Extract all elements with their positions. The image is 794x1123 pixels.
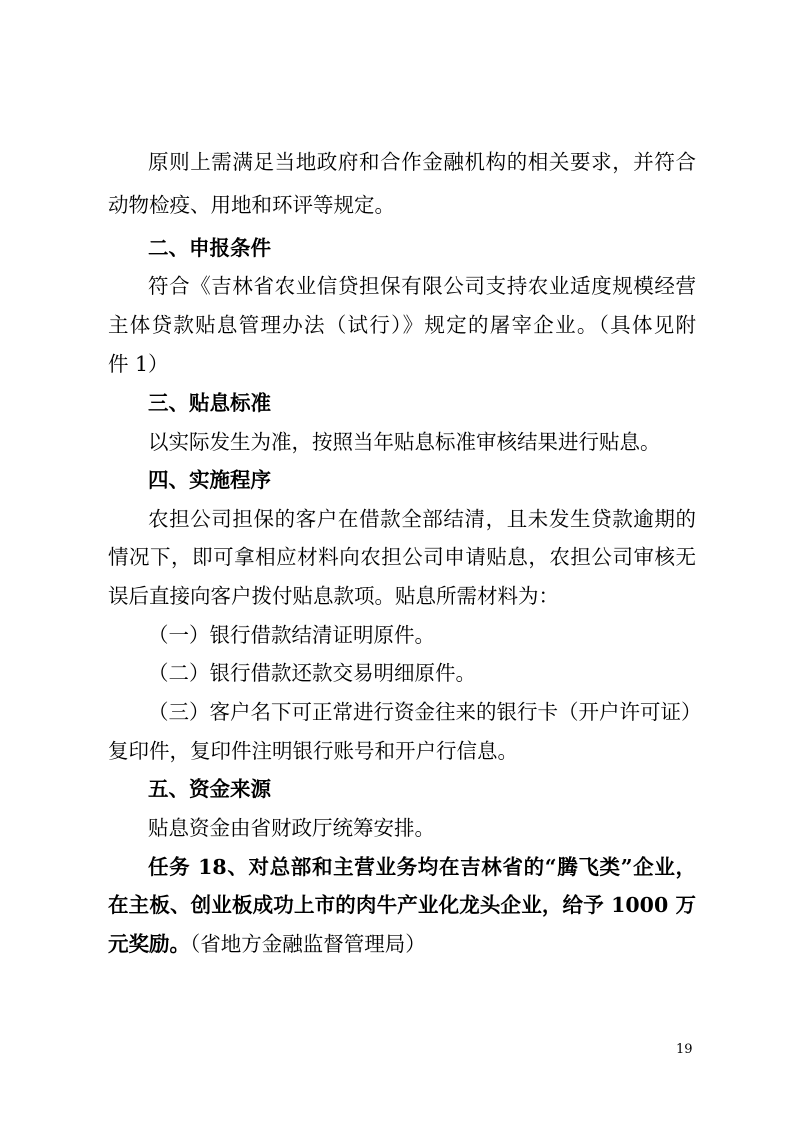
paragraph-line: 件 1） <box>108 352 169 376</box>
paragraph-line: 原则上需满足当地政府和合作金融机构的相关要求，并符合 <box>148 150 696 174</box>
paragraph-line: 农担公司担保的客户在借款全部结清，且未发生贷款逾期的 <box>148 507 696 531</box>
page-number: 19 <box>676 1042 693 1057</box>
paragraph-line: 情况下，即可拿相应材料向农担公司申请贴息，农担公司审核无 <box>108 545 696 569</box>
paragraph-line: 贴息资金由省财政厅统筹安排。 <box>148 816 435 840</box>
task-line-last <box>108 932 696 956</box>
paragraph-line: 主体贷款贴息管理办法（试行）》规定的屠宰企业。（具体见附 <box>108 313 696 337</box>
task-line: 在主板、创业板成功上市的肉牛产业化龙头企业，给予 1000 万 <box>108 893 696 917</box>
list-item: （三）客户名下可正常进行资金往来的银行卡（开户许可证） <box>148 700 702 724</box>
list-item: （一）银行借款结清证明原件。 <box>148 623 435 647</box>
paragraph-line: 误后直接向客户拨付贴息款项。贴息所需材料为： <box>108 584 559 608</box>
task-line: 任务 18、对总部和主营业务均在吉林省的“腾飞类”企业， <box>148 855 696 879</box>
list-item: 复印件，复印件注明银行账号和开户行信息。 <box>108 739 518 763</box>
section-heading-3: 三、贴息标准 <box>148 391 271 415</box>
responsible-department: （省地方金融监督管理局） <box>190 932 426 956</box>
section-heading-2: 二、申报条件 <box>148 236 271 260</box>
paragraph-line: 动物检疫、用地和环评等规定。 <box>108 193 395 217</box>
section-heading-5: 五、资金来源 <box>148 777 271 801</box>
task-line-text: 元奖励。 <box>108 932 190 956</box>
section-heading-4: 四、实施程序 <box>148 468 271 492</box>
paragraph-line: 符合《吉林省农业信贷担保有限公司支持农业适度规模经营 <box>148 274 696 298</box>
paragraph-line: 以实际发生为准，按照当年贴息标准审核结果进行贴息。 <box>148 430 661 454</box>
list-item: （二）银行借款还款交易明细原件。 <box>148 661 476 685</box>
